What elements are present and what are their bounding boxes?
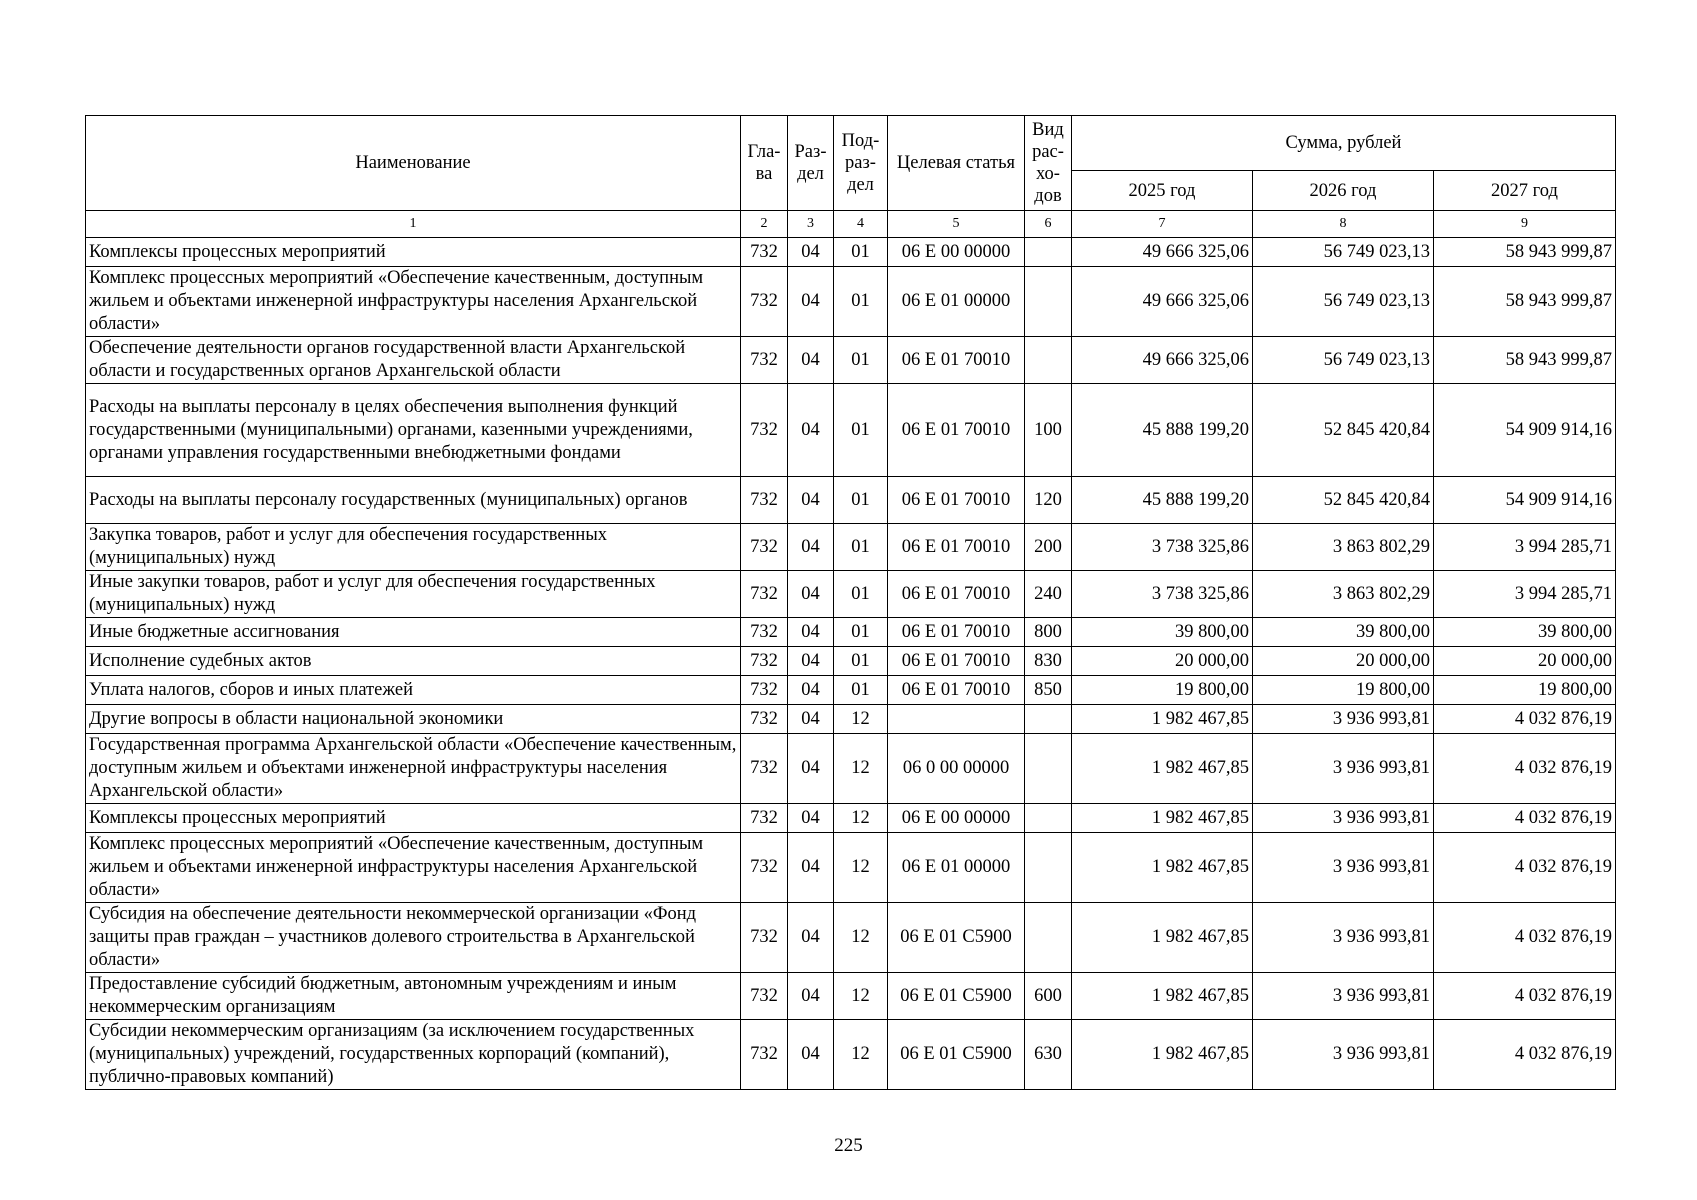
- row-sum-2027: 19 800,00: [1434, 676, 1616, 705]
- row-podrazdel: 12: [834, 833, 888, 903]
- row-sum-2025: 3 738 325,86: [1072, 524, 1253, 571]
- row-sum-2025: 39 800,00: [1072, 618, 1253, 647]
- row-target: 06 Е 01 70010: [888, 647, 1025, 676]
- row-sum-2026: 56 749 023,13: [1253, 337, 1434, 384]
- row-sum-2026: 3 936 993,81: [1253, 833, 1434, 903]
- row-razdel: 04: [788, 676, 834, 705]
- row-podrazdel: 12: [834, 903, 888, 973]
- row-sum-2026: 3 863 802,29: [1253, 524, 1434, 571]
- row-vid: [1025, 734, 1072, 804]
- row-sum-2027: 3 994 285,71: [1434, 524, 1616, 571]
- row-sum-2025: 1 982 467,85: [1072, 734, 1253, 804]
- row-name: Субсидия на обеспечение деятельности некоммерческой организации «Фонд защиты прав граждан – участников долевого строительства в Архангельской области»: [86, 903, 741, 973]
- row-target: 06 Е 01 С5900: [888, 1020, 1025, 1090]
- row-name: Закупка товаров, работ и услуг для обеспечения государственных (муниципальных) нужд: [86, 524, 741, 571]
- row-vid: [1025, 238, 1072, 267]
- row-sum-2025: 19 800,00: [1072, 676, 1253, 705]
- row-glava: 732: [741, 337, 788, 384]
- row-vid: 200: [1025, 524, 1072, 571]
- row-target: 06 Е 01 70010: [888, 384, 1025, 477]
- row-sum-2025: 20 000,00: [1072, 647, 1253, 676]
- row-name: Другие вопросы в области национальной экономики: [86, 705, 741, 734]
- header-razdel: Раз-дел: [788, 116, 834, 211]
- table-row: [86, 804, 1616, 833]
- row-podrazdel: 12: [834, 705, 888, 734]
- row-sum-2027: 4 032 876,19: [1434, 705, 1616, 734]
- row-sum-2027: 54 909 914,16: [1434, 384, 1616, 477]
- row-target: 06 Е 01 70010: [888, 676, 1025, 705]
- row-vid: 600: [1025, 973, 1072, 1020]
- row-name: Обеспечение деятельности органов государственной власти Архангельской области и государственных органов Архангельской области: [86, 337, 741, 384]
- row-name: Комплекс процессных мероприятий «Обеспечение качественным, доступным жильем и объектами инженерной инфраструктуры населения Архангельской области»: [86, 833, 741, 903]
- row-sum-2026: 39 800,00: [1253, 618, 1434, 647]
- row-glava: 732: [741, 676, 788, 705]
- row-target: 06 Е 01 70010: [888, 571, 1025, 618]
- row-sum-2025: 49 666 325,06: [1072, 238, 1253, 267]
- row-sum-2026: 20 000,00: [1253, 647, 1434, 676]
- table-header: [86, 116, 1616, 238]
- table-row: [86, 1020, 1616, 1090]
- row-sum-2026: 56 749 023,13: [1253, 238, 1434, 267]
- row-glava: 732: [741, 384, 788, 477]
- row-glava: 732: [741, 1020, 788, 1090]
- header-year-2025: 2025 год: [1072, 171, 1253, 211]
- row-vid: 830: [1025, 647, 1072, 676]
- row-name: Комплекс процессных мероприятий «Обеспечение качественным, доступным жильем и объектами инженерной инфраструктуры населения Архангельской области»: [86, 267, 741, 337]
- row-sum-2026: 52 845 420,84: [1253, 384, 1434, 477]
- row-target: 06 Е 01 70010: [888, 524, 1025, 571]
- row-target: 06 Е 00 00000: [888, 804, 1025, 833]
- row-razdel: 04: [788, 238, 834, 267]
- row-podrazdel: 01: [834, 571, 888, 618]
- row-vid: 100: [1025, 384, 1072, 477]
- row-sum-2025: 1 982 467,85: [1072, 973, 1253, 1020]
- row-razdel: 04: [788, 267, 834, 337]
- row-glava: 732: [741, 734, 788, 804]
- table-row: [86, 618, 1616, 647]
- row-podrazdel: 12: [834, 1020, 888, 1090]
- row-podrazdel: 01: [834, 267, 888, 337]
- table-row: [86, 337, 1616, 384]
- row-razdel: 04: [788, 337, 834, 384]
- table-row: [86, 238, 1616, 267]
- row-sum-2025: 1 982 467,85: [1072, 1020, 1253, 1090]
- row-vid: 800: [1025, 618, 1072, 647]
- row-razdel: 04: [788, 1020, 834, 1090]
- row-podrazdel: 01: [834, 337, 888, 384]
- row-sum-2027: 4 032 876,19: [1434, 903, 1616, 973]
- row-sum-2025: 1 982 467,85: [1072, 903, 1253, 973]
- row-sum-2026: 3 936 993,81: [1253, 705, 1434, 734]
- column-number: 6: [1025, 211, 1072, 238]
- row-sum-2027: 4 032 876,19: [1434, 804, 1616, 833]
- table-body: [86, 238, 1616, 1090]
- row-target: 06 0 00 00000: [888, 734, 1025, 804]
- row-target: 06 Е 01 70010: [888, 477, 1025, 524]
- row-glava: 732: [741, 903, 788, 973]
- table-row: [86, 973, 1616, 1020]
- row-name: Субсидии некоммерческим организациям (за исключением государственных (муниципальных) учреждений, государственных корпораций (компаний), публично-правовых компаний): [86, 1020, 741, 1090]
- page-number: 225: [834, 1135, 863, 1156]
- row-target: 06 Е 01 С5900: [888, 903, 1025, 973]
- header-year-2026: 2026 год: [1253, 171, 1434, 211]
- row-sum-2026: 3 936 993,81: [1253, 804, 1434, 833]
- row-razdel: 04: [788, 705, 834, 734]
- row-sum-2025: 49 666 325,06: [1072, 267, 1253, 337]
- row-vid: [1025, 804, 1072, 833]
- row-podrazdel: 01: [834, 676, 888, 705]
- row-razdel: 04: [788, 833, 834, 903]
- row-vid: 120: [1025, 477, 1072, 524]
- row-sum-2025: 49 666 325,06: [1072, 337, 1253, 384]
- row-target: [888, 705, 1025, 734]
- row-podrazdel: 12: [834, 734, 888, 804]
- row-sum-2025: 1 982 467,85: [1072, 705, 1253, 734]
- header-vid: Вид рас-хо-дов: [1025, 116, 1072, 211]
- table-row: [86, 647, 1616, 676]
- row-target: 06 Е 01 С5900: [888, 973, 1025, 1020]
- row-name: Комплексы процессных мероприятий: [86, 238, 741, 267]
- row-glava: 732: [741, 524, 788, 571]
- row-name: Расходы на выплаты персоналу государственных (муниципальных) органов: [86, 477, 741, 524]
- row-name: Иные бюджетные ассигнования: [86, 618, 741, 647]
- row-razdel: 04: [788, 903, 834, 973]
- row-sum-2026: 3 936 993,81: [1253, 903, 1434, 973]
- row-sum-2027: 3 994 285,71: [1434, 571, 1616, 618]
- table-row: [86, 705, 1616, 734]
- row-sum-2027: 4 032 876,19: [1434, 973, 1616, 1020]
- row-glava: 732: [741, 705, 788, 734]
- row-sum-2027: 4 032 876,19: [1434, 734, 1616, 804]
- row-glava: 732: [741, 571, 788, 618]
- row-target: 06 Е 00 00000: [888, 238, 1025, 267]
- row-glava: 732: [741, 804, 788, 833]
- row-sum-2027: 20 000,00: [1434, 647, 1616, 676]
- row-name: Расходы на выплаты персоналу в целях обеспечения выполнения функций государственными (муниципальными) органами, казенными учреждениями, органами управления государственными внебюджетными фондами: [86, 384, 741, 477]
- row-vid: [1025, 337, 1072, 384]
- row-sum-2025: 1 982 467,85: [1072, 833, 1253, 903]
- row-vid: 630: [1025, 1020, 1072, 1090]
- row-razdel: 04: [788, 571, 834, 618]
- row-podrazdel: 01: [834, 647, 888, 676]
- column-number: 8: [1253, 211, 1434, 238]
- row-target: 06 Е 01 70010: [888, 618, 1025, 647]
- row-sum-2027: 39 800,00: [1434, 618, 1616, 647]
- budget-table: [85, 115, 1616, 1090]
- column-number: 2: [741, 211, 788, 238]
- row-glava: 732: [741, 647, 788, 676]
- row-sum-2027: 4 032 876,19: [1434, 833, 1616, 903]
- row-name: Предоставление субсидий бюджетным, автономным учреждениям и иным некоммерческим организациям: [86, 973, 741, 1020]
- header-year-2027: 2027 год: [1434, 171, 1616, 211]
- table-row: [86, 903, 1616, 973]
- row-name: Уплата налогов, сборов и иных платежей: [86, 676, 741, 705]
- row-razdel: 04: [788, 734, 834, 804]
- row-glava: 732: [741, 238, 788, 267]
- row-target: 06 Е 01 70010: [888, 337, 1025, 384]
- row-razdel: 04: [788, 647, 834, 676]
- table-row: [86, 676, 1616, 705]
- row-sum-2025: 1 982 467,85: [1072, 804, 1253, 833]
- column-number: 1: [86, 211, 741, 238]
- row-sum-2027: 4 032 876,19: [1434, 1020, 1616, 1090]
- row-vid: [1025, 705, 1072, 734]
- table-row: [86, 477, 1616, 524]
- row-target: 06 Е 01 00000: [888, 267, 1025, 337]
- row-sum-2026: 3 936 993,81: [1253, 1020, 1434, 1090]
- table-row: [86, 571, 1616, 618]
- column-number: 9: [1434, 211, 1616, 238]
- header-name: Наименование: [86, 116, 741, 211]
- row-sum-2027: 58 943 999,87: [1434, 267, 1616, 337]
- table-row: [86, 267, 1616, 337]
- column-number: 7: [1072, 211, 1253, 238]
- row-glava: 732: [741, 477, 788, 524]
- row-name: Государственная программа Архангельской области «Обеспечение качественным, доступным жильем и объектами инженерной инфраструктуры населения Архангельской области»: [86, 734, 741, 804]
- row-sum-2025: 45 888 199,20: [1072, 384, 1253, 477]
- row-podrazdel: 01: [834, 618, 888, 647]
- row-vid: [1025, 267, 1072, 337]
- row-vid: [1025, 903, 1072, 973]
- table-row: [86, 734, 1616, 804]
- row-sum-2026: 3 936 993,81: [1253, 973, 1434, 1020]
- table-row: [86, 833, 1616, 903]
- row-razdel: 04: [788, 384, 834, 477]
- column-number: 4: [834, 211, 888, 238]
- row-glava: 732: [741, 267, 788, 337]
- row-podrazdel: 12: [834, 804, 888, 833]
- column-number: 3: [788, 211, 834, 238]
- column-number: 5: [888, 211, 1025, 238]
- row-name: Иные закупки товаров, работ и услуг для обеспечения государственных (муниципальных) нужд: [86, 571, 741, 618]
- row-name: Исполнение судебных актов: [86, 647, 741, 676]
- row-sum-2027: 58 943 999,87: [1434, 337, 1616, 384]
- table-row: [86, 384, 1616, 477]
- row-glava: 732: [741, 973, 788, 1020]
- row-sum-2026: 19 800,00: [1253, 676, 1434, 705]
- row-razdel: 04: [788, 477, 834, 524]
- row-podrazdel: 01: [834, 524, 888, 571]
- row-podrazdel: 01: [834, 238, 888, 267]
- row-sum-2026: 52 845 420,84: [1253, 477, 1434, 524]
- row-razdel: 04: [788, 804, 834, 833]
- column-number-row: [86, 211, 1616, 238]
- row-sum-2026: 3 936 993,81: [1253, 734, 1434, 804]
- row-podrazdel: 01: [834, 477, 888, 524]
- row-target: 06 Е 01 00000: [888, 833, 1025, 903]
- header-target: Целевая статья: [888, 116, 1025, 211]
- row-vid: 240: [1025, 571, 1072, 618]
- row-sum-2026: 3 863 802,29: [1253, 571, 1434, 618]
- row-sum-2027: 54 909 914,16: [1434, 477, 1616, 524]
- row-sum-2026: 56 749 023,13: [1253, 267, 1434, 337]
- row-glava: 732: [741, 833, 788, 903]
- header-podrazdel: Под-раз-дел: [834, 116, 888, 211]
- header-sum: Сумма, рублей: [1072, 116, 1616, 171]
- row-podrazdel: 01: [834, 384, 888, 477]
- row-glava: 732: [741, 618, 788, 647]
- row-razdel: 04: [788, 973, 834, 1020]
- row-name: Комплексы процессных мероприятий: [86, 804, 741, 833]
- table-row: [86, 524, 1616, 571]
- row-podrazdel: 12: [834, 973, 888, 1020]
- row-sum-2027: 58 943 999,87: [1434, 238, 1616, 267]
- row-razdel: 04: [788, 524, 834, 571]
- header-glava: Гла-ва: [741, 116, 788, 211]
- row-vid: 850: [1025, 676, 1072, 705]
- row-sum-2025: 3 738 325,86: [1072, 571, 1253, 618]
- row-sum-2025: 45 888 199,20: [1072, 477, 1253, 524]
- row-vid: [1025, 833, 1072, 903]
- row-razdel: 04: [788, 618, 834, 647]
